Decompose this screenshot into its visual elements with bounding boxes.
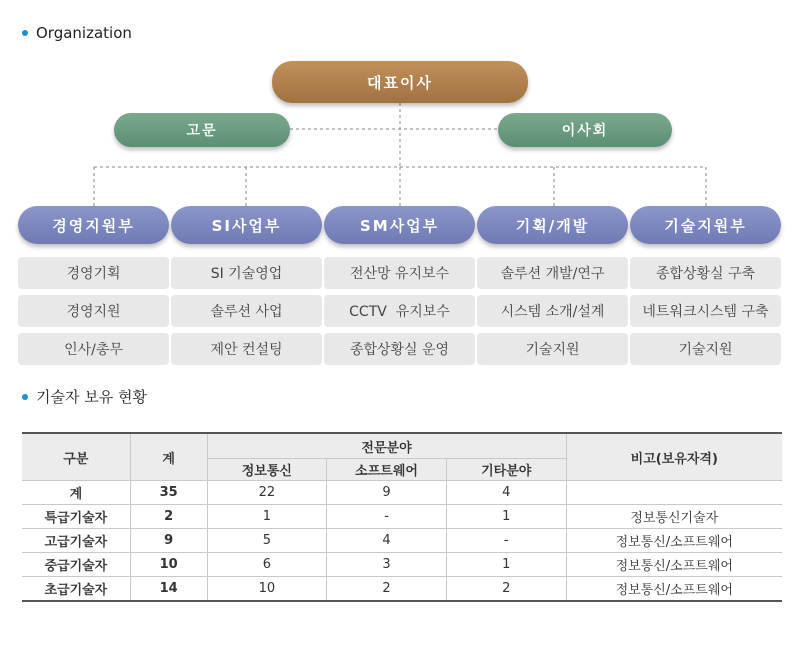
dept-task: 기술지원	[630, 333, 781, 365]
table-cell: 정보통신/소프트웨어	[566, 553, 782, 577]
dept-task: 기술지원	[477, 333, 628, 365]
dept-task: 솔루션 사업	[171, 295, 322, 327]
ceo-box: 대표이사	[272, 61, 528, 103]
header-category: 구분	[22, 433, 130, 481]
table-row	[22, 481, 782, 505]
table-cell: 정보통신/소프트웨어	[566, 577, 782, 602]
table-cell: -	[446, 529, 566, 553]
table-row	[22, 577, 782, 602]
table-row	[22, 553, 782, 577]
board-box: 이사회	[498, 113, 672, 147]
dept-sm-business: SM사업부	[324, 206, 475, 244]
table-row	[22, 505, 782, 529]
dept-technical-support: 기술지원부	[630, 206, 781, 244]
header-software: 소프트웨어	[327, 459, 447, 481]
table-cell: 3	[327, 553, 447, 577]
dept-task: 종합상황실 구축	[630, 257, 781, 289]
table-cell: 2	[130, 505, 207, 529]
advisor-box: 고문	[114, 113, 290, 147]
dept-task: 인사/총무	[18, 333, 169, 365]
dept-task: SI 기술영업	[171, 257, 322, 289]
dept-task: 경영기획	[18, 257, 169, 289]
table-cell: 정보통신/소프트웨어	[566, 529, 782, 553]
table-cell: 1	[446, 553, 566, 577]
table-cell: 10	[207, 577, 327, 602]
organization-title: Organization	[36, 24, 132, 42]
table-cell: 22	[207, 481, 327, 505]
table-cell: 고급기술자	[22, 529, 130, 553]
table-row	[22, 529, 782, 553]
table-cell: 특급기술자	[22, 505, 130, 529]
header-specialty: 전문분야	[207, 433, 566, 459]
header-other: 기타분야	[446, 459, 566, 481]
header-remark: 비고(보유자격)	[566, 433, 782, 481]
table-cell: -	[327, 505, 447, 529]
table-cell: 1	[207, 505, 327, 529]
header-total: 계	[130, 433, 207, 481]
table-cell: 초급기술자	[22, 577, 130, 602]
header-telecom: 정보통신	[207, 459, 327, 481]
table-cell: 10	[130, 553, 207, 577]
table-cell: 계	[22, 481, 130, 505]
dept-management-support: 경영지원부	[18, 206, 169, 244]
table-cell: 1	[446, 505, 566, 529]
table-cell	[566, 481, 782, 505]
table-cell: 14	[130, 577, 207, 602]
table-cell: 2	[327, 577, 447, 602]
tech-title: 기술자 보유 현황	[36, 388, 147, 406]
table-cell: 9	[327, 481, 447, 505]
dept-task: 솔루션 개발/연구	[477, 257, 628, 289]
dept-task: 시스템 소개/설계	[477, 295, 628, 327]
dept-si-business: SI사업부	[171, 206, 322, 244]
dept-task: 경영지원	[18, 295, 169, 327]
dept-task: 종합상황실 운영	[324, 333, 475, 365]
tech-heading	[22, 386, 147, 407]
dept-task: 제안 컨설팅	[171, 333, 322, 365]
table-cell: 35	[130, 481, 207, 505]
dept-task: 전산망 유지보수	[324, 257, 475, 289]
bullet-icon	[22, 394, 28, 400]
table-cell: 4	[327, 529, 447, 553]
table-cell: 4	[446, 481, 566, 505]
technician-table	[22, 432, 782, 602]
table-cell: 중급기술자	[22, 553, 130, 577]
dept-task: CCTV 유지보수	[324, 295, 475, 327]
table-cell: 정보통신기술자	[566, 505, 782, 529]
table-cell: 6	[207, 553, 327, 577]
table-cell: 9	[130, 529, 207, 553]
table-cell: 5	[207, 529, 327, 553]
dept-task: 네트워크시스템 구축	[630, 295, 781, 327]
table-cell: 2	[446, 577, 566, 602]
dept-planning-development: 기획/개발	[477, 206, 628, 244]
